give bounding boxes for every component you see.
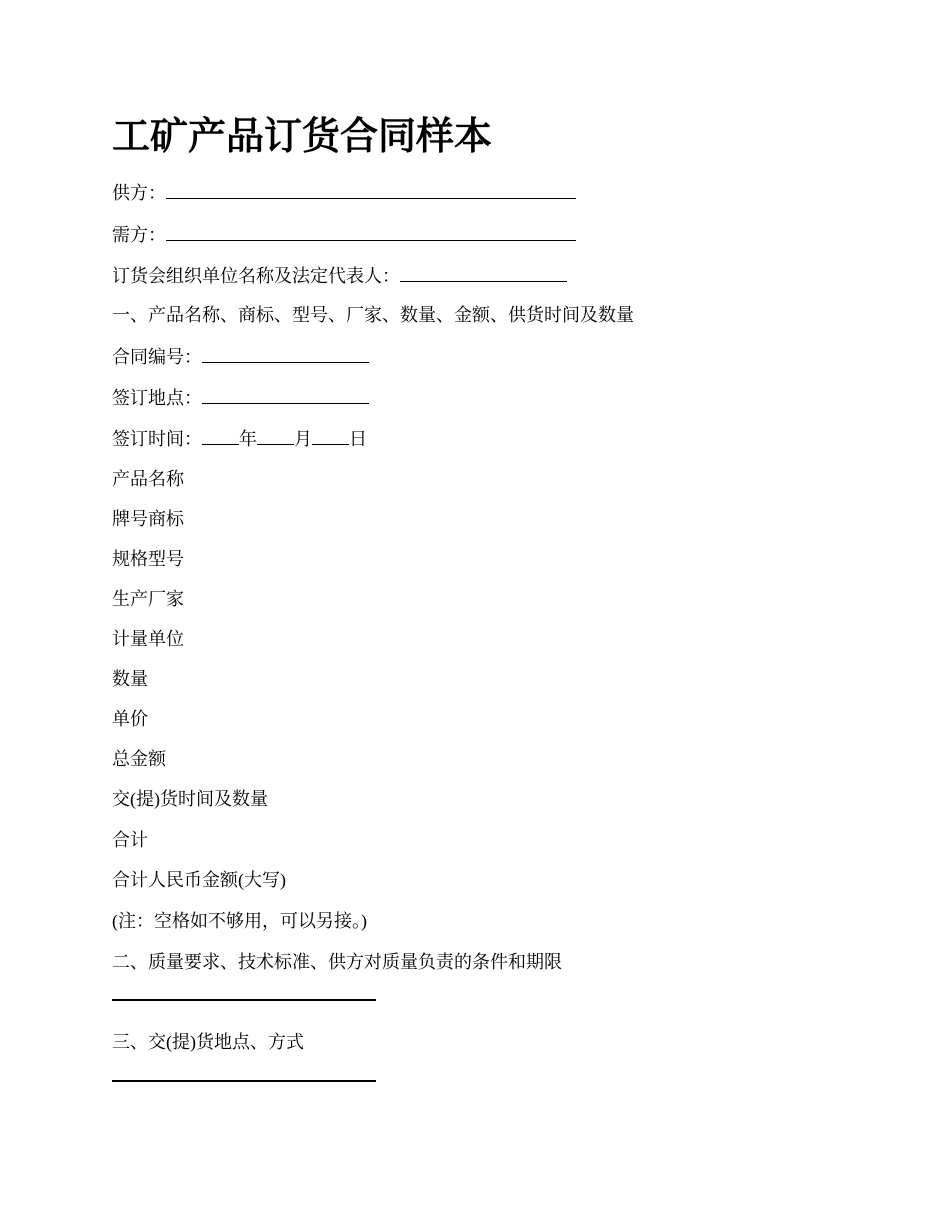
- year-label: 年: [239, 429, 257, 449]
- org-blank[interactable]: [400, 262, 567, 282]
- buyer-line: [112, 221, 576, 248]
- item-quantity: 数量: [112, 669, 148, 689]
- section2-answer-line[interactable]: [112, 999, 376, 1001]
- sign-place-blank[interactable]: [202, 384, 369, 404]
- org-label: 订货会组织单位名称及法定代表人：: [112, 266, 400, 286]
- item-manufacturer: 生产厂家: [112, 589, 184, 609]
- month-blank[interactable]: [257, 425, 294, 445]
- sign-place-label: 签订地点：: [112, 388, 202, 408]
- year-blank[interactable]: [202, 425, 239, 445]
- contract-no-label: 合同编号：: [112, 347, 202, 367]
- supplier-label: 供方：: [112, 183, 166, 203]
- buyer-label: 需方：: [112, 225, 166, 245]
- document-title: 工矿产品订货合同样本: [112, 116, 493, 158]
- item-unit: 计量单位: [112, 629, 184, 649]
- sign-place-line: [112, 384, 369, 411]
- item-product-name: 产品名称: [112, 469, 184, 489]
- item-spec: 规格型号: [112, 549, 184, 569]
- note-text: (注：空格如不够用，可以另接。): [112, 911, 367, 931]
- month-label: 月: [294, 429, 312, 449]
- item-brand: 牌号商标: [112, 509, 184, 529]
- day-blank[interactable]: [312, 425, 349, 445]
- item-subtotal: 合计: [112, 830, 148, 850]
- sign-time-line: [112, 425, 367, 452]
- buyer-blank[interactable]: [166, 221, 576, 241]
- contract-no-line: [112, 343, 369, 370]
- item-unit-price: 单价: [112, 709, 148, 729]
- section3-heading: 三、交(提)货地点、方式: [112, 1032, 304, 1052]
- item-delivery-time: 交(提)货时间及数量: [112, 789, 268, 809]
- section3-answer-line[interactable]: [112, 1080, 376, 1082]
- supplier-line: [112, 179, 576, 206]
- item-total-rmb: 合计人民币金额(大写): [112, 870, 286, 890]
- contract-no-blank[interactable]: [202, 343, 369, 363]
- day-label: 日: [349, 429, 367, 449]
- section1-heading: 一、产品名称、商标、型号、厂家、数量、金额、供货时间及数量: [112, 305, 634, 325]
- org-line: [112, 262, 567, 289]
- sign-time-label: 签订时间：: [112, 429, 202, 449]
- item-total-amount: 总金额: [112, 749, 166, 769]
- section2-heading: 二、质量要求、技术标准、供方对质量负责的条件和期限: [112, 952, 562, 972]
- supplier-blank[interactable]: [166, 179, 576, 199]
